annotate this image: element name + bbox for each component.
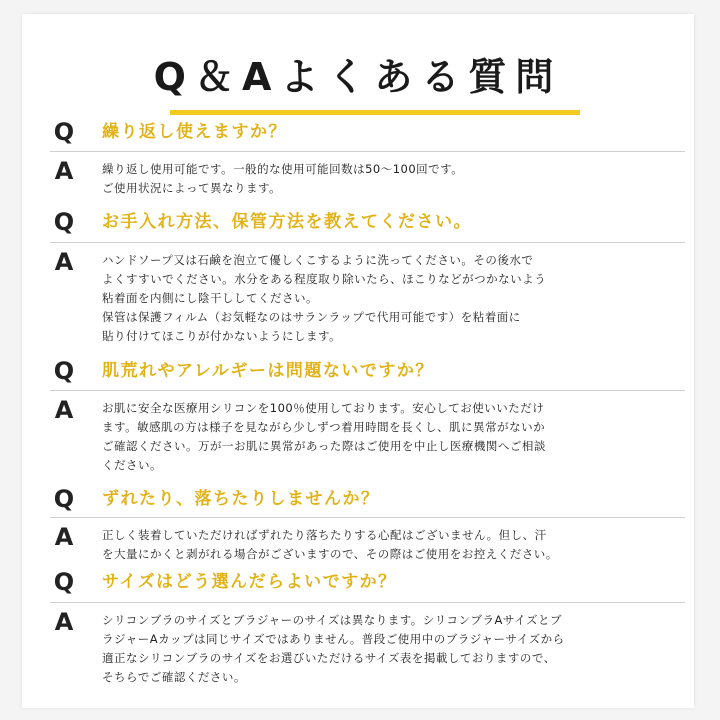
faq-answer-line: 正しく装着していただければずれたり落ちたりする心配はございません。但し、汗 <box>102 528 547 542</box>
qa-divider <box>50 517 685 518</box>
faq-answer-line: 繰り返し使用可能です。一般的な使用可能回数は50～100回です。 <box>102 162 464 176</box>
faq-question: サイズはどう選んだらよいですか？ <box>102 572 397 592</box>
faq-question: ずれたり、落ちたりしませんか？ <box>102 489 380 509</box>
faq-answer <box>102 160 682 198</box>
q-mark: Q <box>53 118 75 146</box>
a-mark: A <box>54 523 74 551</box>
q-mark: Q <box>53 357 75 385</box>
faq-answer-line: 貼り付けてほこりが付かないようにします。 <box>102 329 342 343</box>
page-title: Q＆Aよくある質問 <box>153 55 563 99</box>
q-mark: Q <box>53 568 75 596</box>
faq-answer <box>102 399 682 475</box>
faq-answer-line: ご確認ください。万が一お肌に異常があった際はご使用を中止し医療機関へご相談 <box>102 439 546 453</box>
faq-question: お手入れ方法、保管方法を教えてください。 <box>102 212 472 232</box>
title-underline <box>170 110 580 115</box>
faq-question: 繰り返し使えますか？ <box>102 122 287 142</box>
faq-answer-line: 粘着面を内側にし陰干ししてください。 <box>102 291 318 305</box>
faq-question: 肌荒れやアレルギーは問題ないですか？ <box>102 361 434 381</box>
faq-answer-line: ます。敏感肌の方は様子を見ながら少しずつ着用時間を長くし、肌に異常がないか <box>102 420 546 434</box>
faq-answer-line: よくすすいでください。水分をある程度取り除いたら、ほこりなどがつかないよう <box>102 272 547 286</box>
qa-divider <box>50 390 685 391</box>
qa-divider <box>50 242 685 243</box>
faq-answer-line: ハンドソープ又は石鹸を泡立て優しくこするように洗ってください。その後水で <box>102 253 534 267</box>
faq-answer-line: 適正なシリコンブラのサイズをお選びいただけるサイズ表を掲載しておりますので、 <box>102 651 556 665</box>
qa-divider <box>50 151 685 152</box>
faq-answer <box>102 526 682 564</box>
faq-answer-line: ラジャーAカップは同じサイズではありません。普段ご使用中のブラジャーサイズから <box>102 632 565 646</box>
faq-answer-line: お肌に安全な医療用シリコンを100％使用しております。安心してお使いいただけ <box>102 401 545 415</box>
faq-answer-line: ください。 <box>102 458 162 472</box>
faq-answer-line: ご使用状況によって異なります。 <box>102 181 282 195</box>
faq-answer <box>102 251 682 346</box>
faq-answer-line: そちらでご確認ください。 <box>102 670 246 684</box>
faq-answer-line: 保管は保護フィルム（お気軽なのはサランラップで代用可能です）を粘着面に <box>102 310 521 324</box>
q-mark: Q <box>53 208 75 236</box>
a-mark: A <box>54 157 74 185</box>
faq-card <box>22 14 694 708</box>
q-mark: Q <box>53 485 75 513</box>
faq-answer-line: シリコンブラのサイズとブラジャーのサイズは異なります。シリコンブラAサイズとブ <box>102 613 562 627</box>
qa-divider <box>50 602 685 603</box>
a-mark: A <box>54 396 74 424</box>
a-mark: A <box>54 248 74 276</box>
faq-answer <box>102 611 682 687</box>
faq-answer-line: を大量にかくと剥がれる場合がございますので、その際はご使用をお控えください。 <box>102 547 558 561</box>
a-mark: A <box>54 608 74 636</box>
